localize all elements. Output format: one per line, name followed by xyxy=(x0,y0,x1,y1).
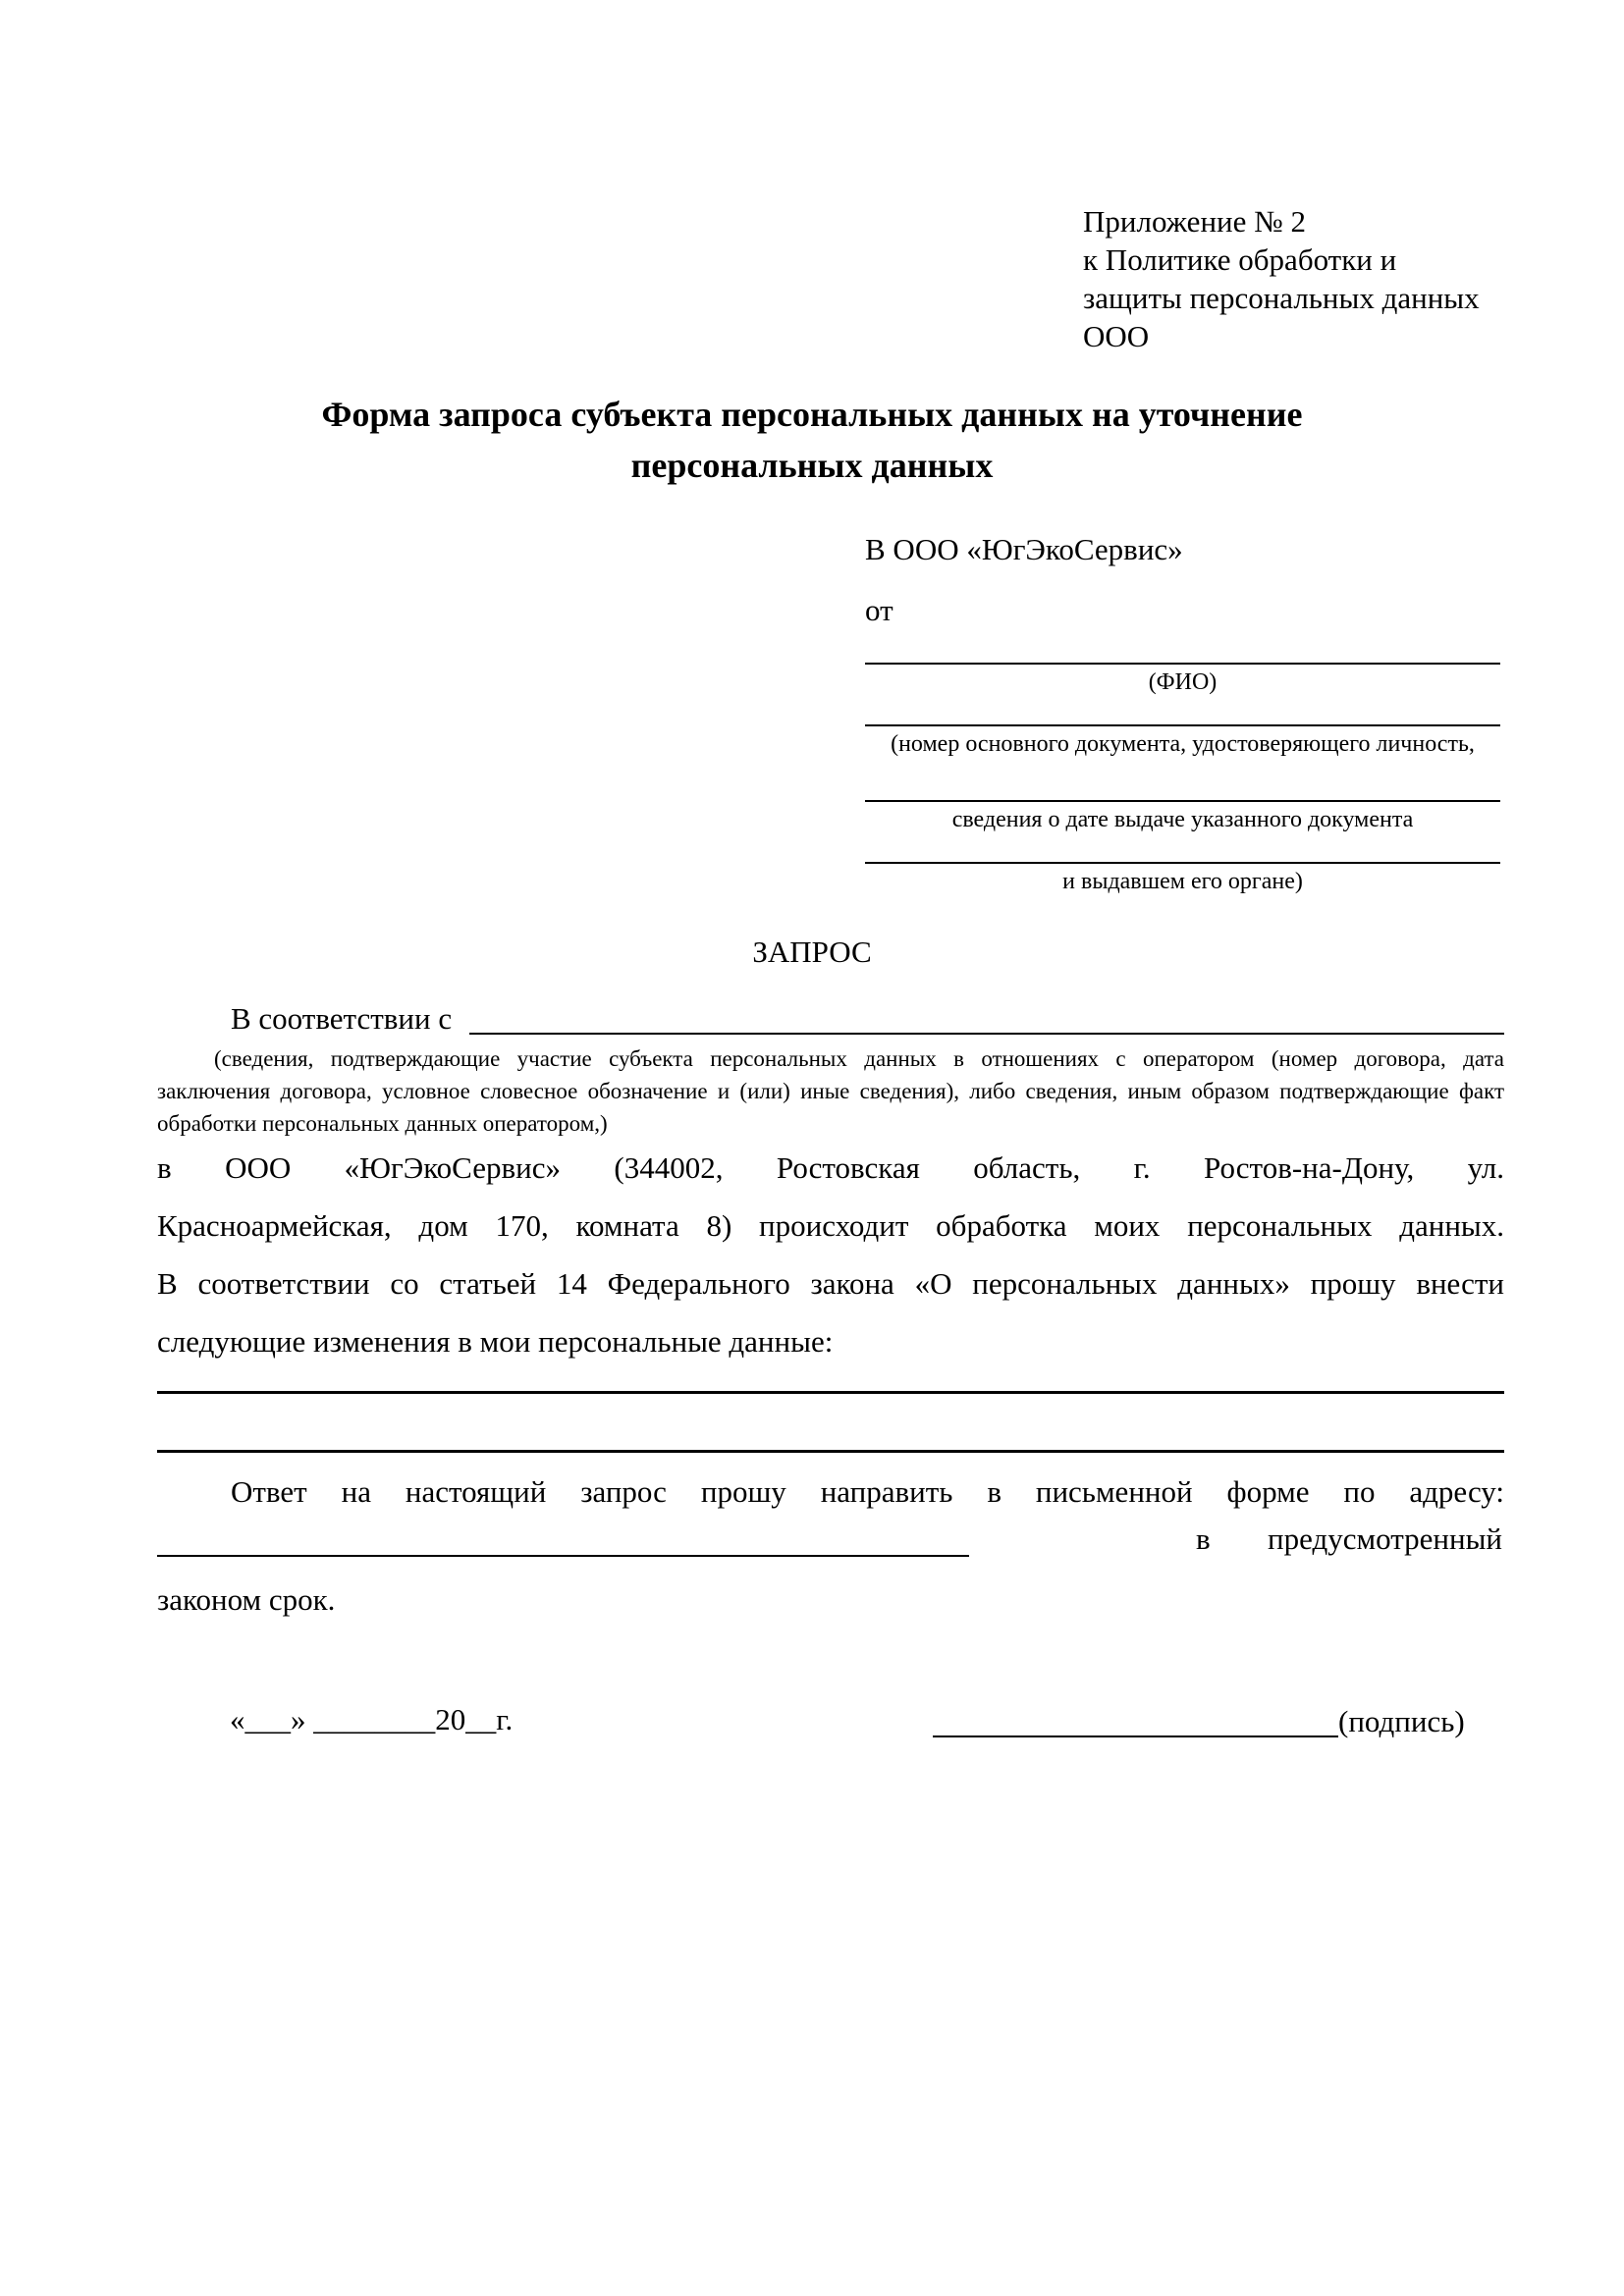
addressee-from-label: от xyxy=(865,593,893,627)
doc-number-field-line xyxy=(865,724,1500,726)
fio-field-line xyxy=(865,663,1500,665)
annex-line-4: ООО xyxy=(1083,319,1150,353)
reply-address-blank-line xyxy=(157,1520,969,1557)
date-line: «___» ________20__г. xyxy=(230,1702,514,1736)
body-line-2: Красноармейская, дом 170, комната 8) происходит обработка моих персональных данных. xyxy=(157,1208,1504,1243)
intro-blank-line xyxy=(469,1001,1504,1035)
signature-line xyxy=(933,1702,1338,1737)
fio-field-caption: (ФИО) xyxy=(1148,669,1218,695)
footnote-line-3: обработки персональных данных оператором,) xyxy=(157,1111,608,1136)
intro-prefix: В соответствии с xyxy=(231,1001,460,1036)
annex-line-3: защиты персональных данных xyxy=(1083,281,1480,315)
reply-word-v: в xyxy=(1196,1522,1211,1556)
reply-line-3: законом срок. xyxy=(157,1582,336,1617)
issuing-authority-field-caption: и выдавшем его органе) xyxy=(1062,869,1303,894)
body-line-3: В соответствии со статьей 14 Федерального закона «О персональных данных» прошу внести xyxy=(157,1266,1504,1301)
footnote xyxy=(157,1042,1504,1140)
reply-line-1: Ответ на настоящий запрос прошу направить в письменной форме по адресу: xyxy=(231,1474,1504,1509)
doc-number-field-caption: (номер основного документа, удостоверяющего личность, xyxy=(891,731,1475,757)
footnote-line-1: (сведения, подтверждающие участие субъекта персональных данных в отношениях с оператором (номер договора, дата xyxy=(214,1046,1504,1071)
request-heading: ЗАПРОС xyxy=(752,934,872,969)
document-title xyxy=(149,389,1475,491)
reply-line-2 xyxy=(157,1520,1504,1557)
footnote-line-2: заключения договора, условное словесное обозначение и (или) иные сведения), либо сведения, иным образом подтверждающие факт xyxy=(157,1079,1504,1103)
addressee-to: В ООО «ЮгЭкоСервис» xyxy=(865,532,1183,566)
annex-line-2: к Политике обработки и xyxy=(1083,242,1397,277)
issue-date-field-line xyxy=(865,800,1500,802)
annex-line-1: Приложение № 2 xyxy=(1083,204,1306,239)
intro-line xyxy=(157,1001,1504,1035)
body-line-4: следующие изменения в мои персональные данные: xyxy=(157,1324,834,1359)
signature-caption: (подпись) xyxy=(1338,1704,1465,1738)
changes-blank-line-1 xyxy=(157,1391,1504,1394)
body-paragraph xyxy=(157,1139,1504,1370)
changes-blank-line-2 xyxy=(157,1450,1504,1453)
annex-note xyxy=(1083,202,1515,355)
title-line-1: Форма запроса субъекта персональных данных на уточнение xyxy=(321,395,1303,434)
body-line-1: в ООО «ЮгЭкоСервис» (344002, Ростовская область, г. Ростов-на-Дону, ул. xyxy=(157,1150,1504,1185)
reply-word-predusmotrenny: предусмотренный xyxy=(1268,1522,1502,1556)
issue-date-field-caption: сведения о дате выдаче указанного документа xyxy=(951,807,1414,832)
title-line-2: персональных данных xyxy=(630,446,994,485)
issuing-authority-field-line xyxy=(865,862,1500,864)
